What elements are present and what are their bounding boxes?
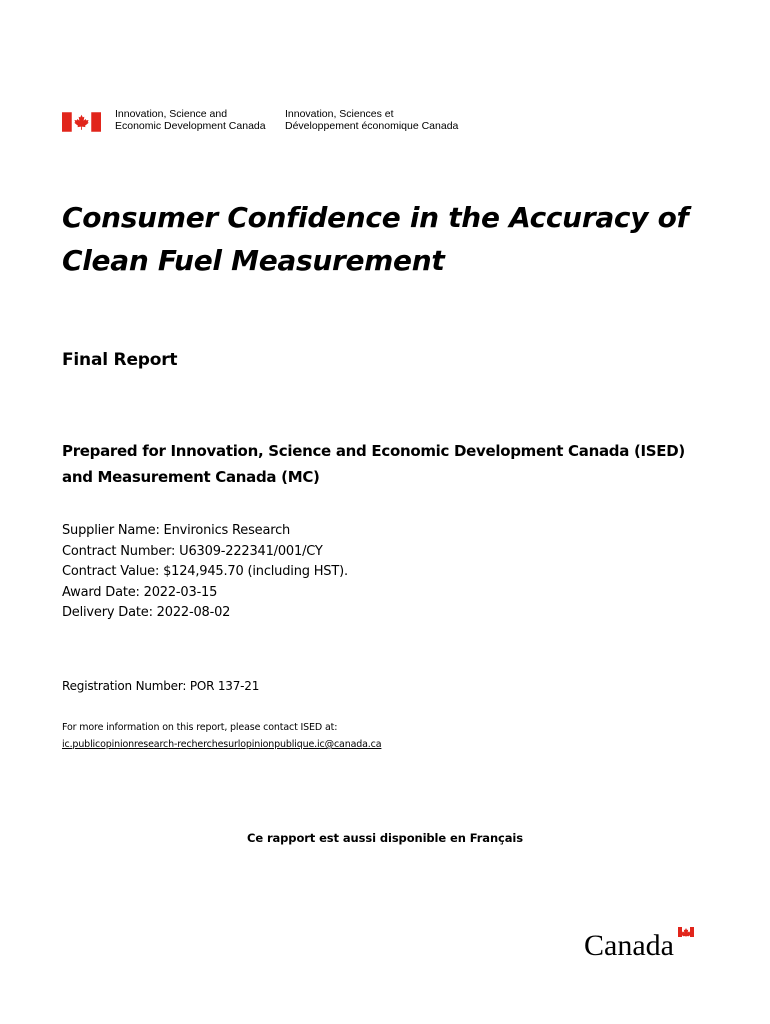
contract-value: Contract Value: $124,945.70 (including HST). bbox=[62, 564, 348, 579]
prepared-for-heading bbox=[62, 438, 722, 490]
government-header bbox=[62, 108, 458, 138]
department-en-line1: Innovation, Science and bbox=[115, 108, 228, 120]
french-availability-note: Ce rapport est aussi disponible en Français bbox=[247, 831, 523, 845]
department-fr-line1: Innovation, Sciences et bbox=[285, 108, 394, 120]
registration-number: Registration Number: POR 137-21 bbox=[62, 679, 260, 693]
report-title-line1: Consumer Confidence in the Accuracy of bbox=[62, 201, 689, 234]
department-en-line2: Economic Development Canada bbox=[115, 120, 266, 132]
wordmark-flag-icon bbox=[678, 927, 694, 937]
department-fr-line2: Développement économique Canada bbox=[285, 120, 459, 132]
contact-info bbox=[62, 719, 381, 753]
prepared-for-line2: and Measurement Canada (MC) bbox=[62, 468, 320, 486]
contract-details bbox=[62, 521, 348, 624]
prepared-for-line1: Prepared for Innovation, Science and Economic Development Canada (ISED) bbox=[62, 442, 685, 460]
delivery-date: Delivery Date: 2022-08-02 bbox=[62, 605, 231, 620]
report-title-line2: Clean Fuel Measurement bbox=[62, 244, 445, 277]
contact-email-link[interactable]: ic.publicopinionresearch-recherchesurlopinionpublique.ic@canada.ca bbox=[62, 739, 382, 750]
supplier-name: Supplier Name: Environics Research bbox=[62, 523, 291, 538]
canada-wordmark-text: Canada bbox=[584, 929, 674, 960]
report-subtitle: Final Report bbox=[62, 350, 178, 370]
award-date: Award Date: 2022-03-15 bbox=[62, 584, 218, 600]
contact-text: For more information on this report, please contact ISED at: bbox=[62, 722, 338, 733]
report-title bbox=[62, 196, 722, 282]
department-name-french bbox=[285, 108, 458, 132]
department-name-english bbox=[115, 108, 273, 132]
contract-number: Contract Number: U6309-222341/001/CY bbox=[62, 543, 323, 559]
canada-wordmark-logo bbox=[584, 926, 698, 960]
canada-flag-icon bbox=[62, 112, 101, 132]
